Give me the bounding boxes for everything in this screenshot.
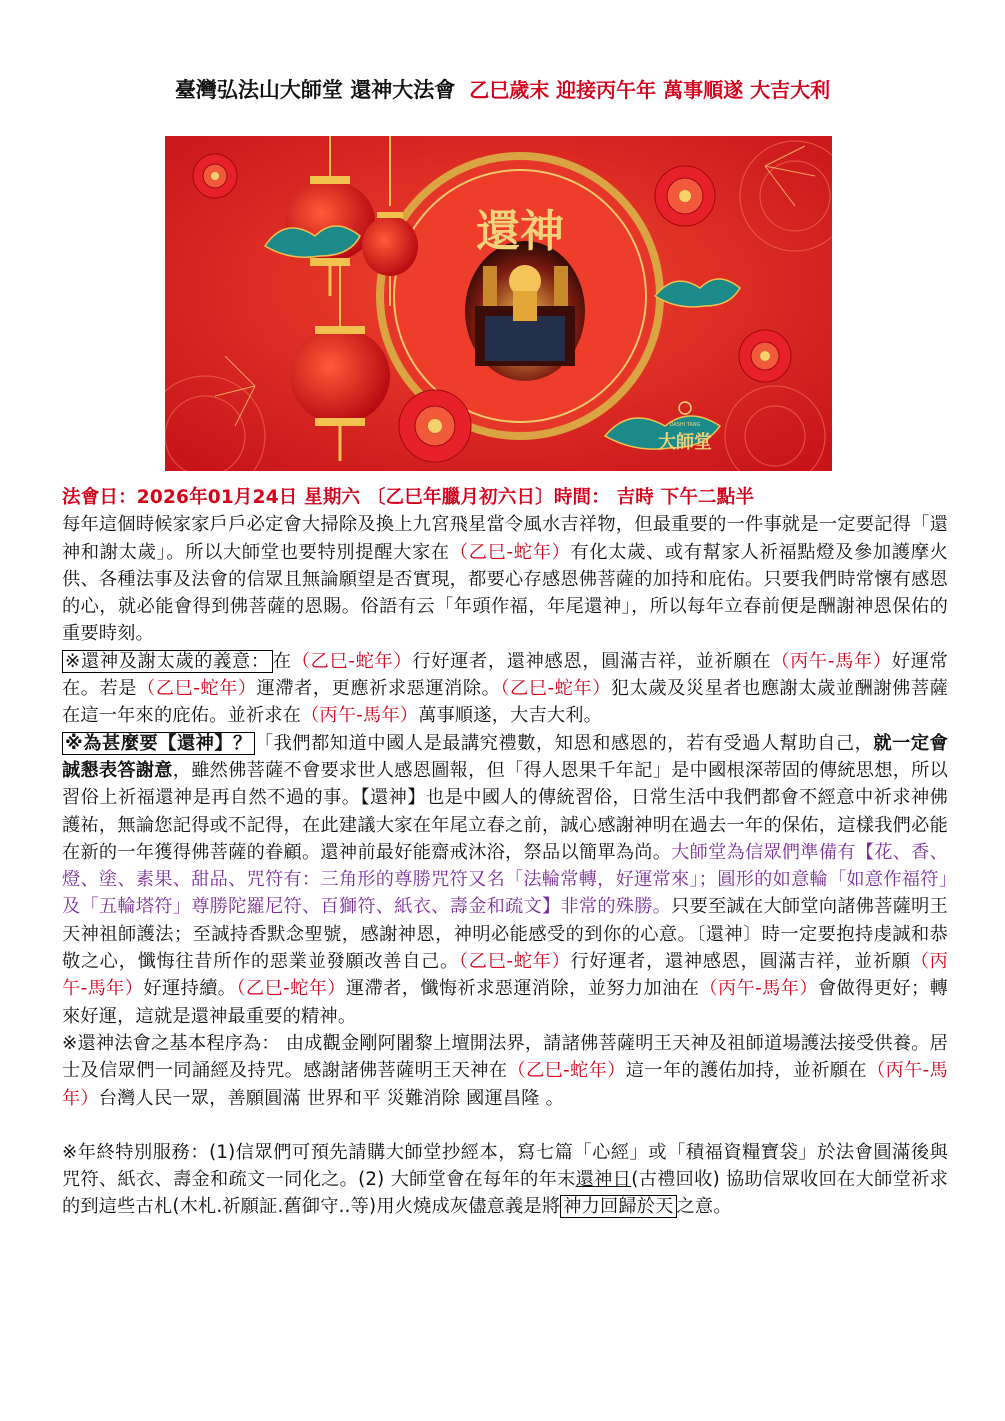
title-main: 臺灣弘法山大師堂 還神大法會 bbox=[174, 78, 456, 102]
banner-calligraphy: 還神 bbox=[476, 206, 564, 257]
paragraph-special-service: ※年終特別服務：(1)信眾們可預先請購大師堂抄經本，寫七篇「心經」或「積福資糧寶袋」於法會圓滿後與咒符、紙衣、壽金和疏文一同化之。(2) 大師堂會在每年的年末還神日(古禮回收) 協助信眾收回在大師堂祈求的到這些古札(木札.祈願証.舊御守..等)用火燒成灰儘意義是將 神力回歸於天 之意。 bbox=[62, 1141, 948, 1218]
banner-brand-small: DASHI TANG bbox=[669, 422, 701, 428]
offerings-list: 大師堂為信眾們準備有【花、香、燈、塗、素果、甜品、咒符有：三角形的尊勝咒符又名「法輪常轉，好運常來」；圓形的如意輪「如意作福符」及「五輪塔符」尊勝陀羅尼符、百獅符、紙衣、壽金和疏文】非常的殊勝。 bbox=[62, 841, 948, 918]
paragraph-why: ※為甚麼要【還神】？ 「我們都知道中國人是最講究禮數，知恩和感恩的，若有受過人幫助自己，就一定會誠懇表答謝意，雖然佛菩薩不會要求世人感恩圖報，但「得人恩果千年記」是中國根深蒂固的傳統思想，所以習俗上祈福還神是再自然不過的事。【還神】也是中國人的傳統習俗，日常生活中我們都會不經意中祈求神佛護祐，無論您記得或不記得，在此建議大家在年尾立春之前，誠心感謝神明在過去一年的保佑，這樣我們必能在新的一年獲得佛菩薩的眷顧。還神前最好能齋戒沐浴，祭品以簡單為尚。大師堂為信眾們準備有【花、香、燈、塗、素果、甜品、咒符有：三角形的尊勝咒符又名「法輪常轉，好運常來」；圓形的如意輪「如意作福符」及「五輪塔符」尊勝陀羅尼符、百獅符、紙衣、壽金和疏文】非常的殊勝。只要至誠在大師堂向諸佛菩薩明王天神祖師護法；至誠持香默念聖號，感謝神恩，神明必能感受的到你的心意。〔還神〕時一定要抱持虔誠和恭敬之心，懺悔往昔所作的惡業並發願改善自己。（乙巳-蛇年）行好運者，還神感恩，圓滿吉祥，並祈願（丙午-馬年）好運持續。（乙巳-蛇年）運滯者，懺悔祈求惡運消除，並努力加油在（丙午-馬年）會做得更好；轉來好運，這就是還神最重要的精神。 bbox=[62, 732, 948, 1027]
paragraph-meaning: ※還神及謝太歲的義意： 在（乙巳-蛇年）行好運者，還神感恩，圓滿吉祥，並祈願在（丙午-馬年）好運常在。若是（乙巳-蛇年）運滯者，更應祈求惡運消除。（乙巳-蛇年）犯太歲及災星者也應謝太歲並酬謝佛菩薩在這一年來的庇佑。並祈求在（丙午-馬年）萬事順遂，大吉大利。 bbox=[62, 650, 948, 727]
article-body bbox=[62, 484, 948, 1221]
event-date-line: 法會日：2026年01月24日 星期六 〔乙巳年臘月初六日〕時間： 吉時 下午二點半 bbox=[62, 487, 755, 508]
why-label: ※為甚麼要【還神】？ bbox=[62, 732, 255, 755]
paragraph-procedure: ※還神法會之基本程序為： 由成觀金剛阿闍黎上壇開法界，請諸佛菩薩明王天神及祖師道場護法接受供養。居士及信眾們一同誦經及持咒。感謝諸佛菩薩明王天神在（乙巳-蛇年）這一年的護佑加持，並祈願在（丙午-馬年）台灣人民一眾，善願圓滿 世界和平 災難消除 國運昌隆 。 bbox=[62, 1032, 948, 1109]
title-sub: 乙巳歲末 迎接丙午年 萬事順遂 大吉大利 bbox=[469, 78, 831, 102]
page-title bbox=[0, 74, 1005, 106]
meaning-label: ※還神及謝太歲的義意： bbox=[62, 650, 273, 673]
banner-brand: 大師堂 bbox=[658, 432, 712, 453]
banner-image bbox=[165, 136, 832, 471]
paragraph-intro: 每年這個時候家家戶戶必定會大掃除及換上九宮飛星當令風水吉祥物，但最重要的一件事就是一定要記得「還神和謝太歲」。所以大師堂也要特別提醒大家在（乙巳-蛇年）有化太歲、或有幫家人祈福點燈及參加護摩火供、各種法事及法會的信眾且無論願望是否實現，都要心存感恩佛菩薩的加持和庇佑。只要我們時常懷有感恩的心，就必能會得到佛菩薩的恩賜。俗語有云「年頭作福，年尾還神」，所以每年立春前便是酬謝神恩保佑的重要時刻。 bbox=[62, 514, 948, 645]
